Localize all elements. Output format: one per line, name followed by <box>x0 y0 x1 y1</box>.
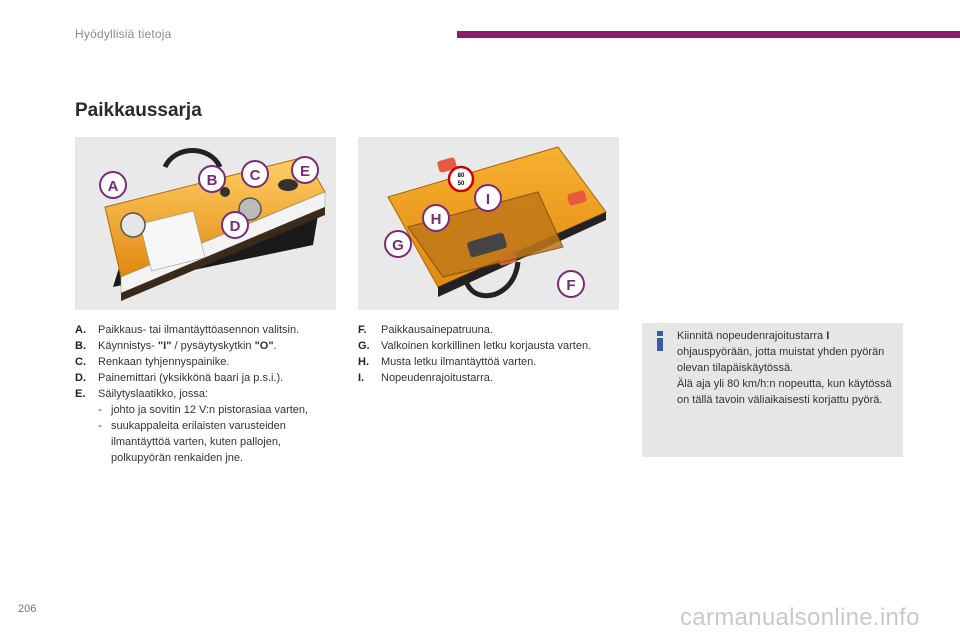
header-title: Hyödyllisiä tietoja <box>75 27 172 41</box>
watermark: carmanualsonline.info <box>680 604 920 631</box>
dash: - <box>98 420 102 432</box>
item-key: H. <box>358 356 369 368</box>
page-number: 206 <box>18 603 37 615</box>
item-key: E. <box>75 388 86 400</box>
figure-compressor <box>75 137 336 310</box>
callout-E: E <box>299 163 311 180</box>
callout-C: C <box>249 167 261 184</box>
section-title: Paikkaussarja <box>75 100 202 121</box>
item-text: Painemittari (yksikkönä baari ja p.s.i.). <box>98 372 284 384</box>
callout-G: G <box>392 237 404 254</box>
figure-kit-underside <box>358 137 619 310</box>
item-text: Säilytyslaatikko, jossa: <box>98 388 209 400</box>
sub-item-text: suukappaleita erilaisten varusteiden ilmantäyttöä varten, kuten pallojen, polkupyörän renkaiden jne. <box>111 420 286 464</box>
list-item <box>358 370 628 386</box>
list-item <box>358 322 628 338</box>
dash: - <box>98 404 102 416</box>
info-box <box>642 323 903 457</box>
strap <box>165 151 220 168</box>
legend-list-left <box>75 322 340 466</box>
callout-D: D <box>229 218 241 235</box>
item-text: Käynnistys- "I" / pysäytyskytkin "O". <box>98 340 277 352</box>
item-text: Musta letku ilmantäyttöä varten. <box>381 356 537 368</box>
item-text: Paikkausainepatruuna. <box>381 324 493 336</box>
info-paragraph-1: Kiinnitä nopeudenrajoitustarra I ohjauspyörään, jotta muistat yhden pyörän olevan tilapäiskäytössä. <box>677 330 885 374</box>
item-key: C. <box>75 356 86 368</box>
list-item <box>75 386 340 402</box>
legend-list-right <box>358 322 628 386</box>
list-item <box>75 370 340 386</box>
item-text: Valkoinen korkillinen letku korjausta varten. <box>381 340 592 352</box>
item-key: G. <box>358 340 370 352</box>
compressor-illustration <box>75 137 336 310</box>
speed-sign-bottom: 50 <box>457 181 465 187</box>
storage-lid <box>278 179 298 191</box>
sub-list-item <box>75 418 340 466</box>
info-icon <box>655 331 665 351</box>
list-item <box>358 338 628 354</box>
callout-F: F <box>566 277 576 294</box>
sub-list-item <box>75 402 340 418</box>
callout-B: B <box>206 172 218 189</box>
off-symbol: "O" <box>254 340 274 352</box>
sticker-label: I <box>826 330 830 342</box>
list-item <box>75 322 340 338</box>
item-text: Renkaan tyhjennyspainike. <box>98 356 230 368</box>
item-text: Nopeudenrajoitustarra. <box>381 372 493 384</box>
kit-underside-illustration <box>358 137 619 310</box>
item-key: B. <box>75 340 86 352</box>
speed-sign <box>449 167 473 191</box>
list-item <box>75 354 340 370</box>
item-key: F. <box>358 324 367 336</box>
list-item <box>358 354 628 370</box>
item-text: Paikkaus- tai ilmantäyttöasennon valitsin. <box>98 324 300 336</box>
item-key: I. <box>358 372 365 384</box>
sub-item-text: johto ja sovitin 12 V:n pistorasiaa varten, <box>111 404 309 416</box>
header-accent-bar <box>457 31 960 38</box>
callout-H: H <box>430 211 442 228</box>
callout-I: I <box>485 191 491 208</box>
item-key: D. <box>75 372 86 384</box>
info-text <box>677 328 892 408</box>
selector-dial <box>121 213 145 237</box>
item-key: A. <box>75 324 86 336</box>
callout-A: A <box>107 178 119 195</box>
list-item <box>75 338 340 354</box>
info-paragraph-2: Älä aja yli 80 km/h:n nopeutta, kun käytössä on tällä tavoin väliaikaisesti korjattu pyörä. <box>677 378 892 406</box>
speed-sign-top: 80 <box>457 173 465 179</box>
on-symbol: "I" <box>157 340 172 352</box>
